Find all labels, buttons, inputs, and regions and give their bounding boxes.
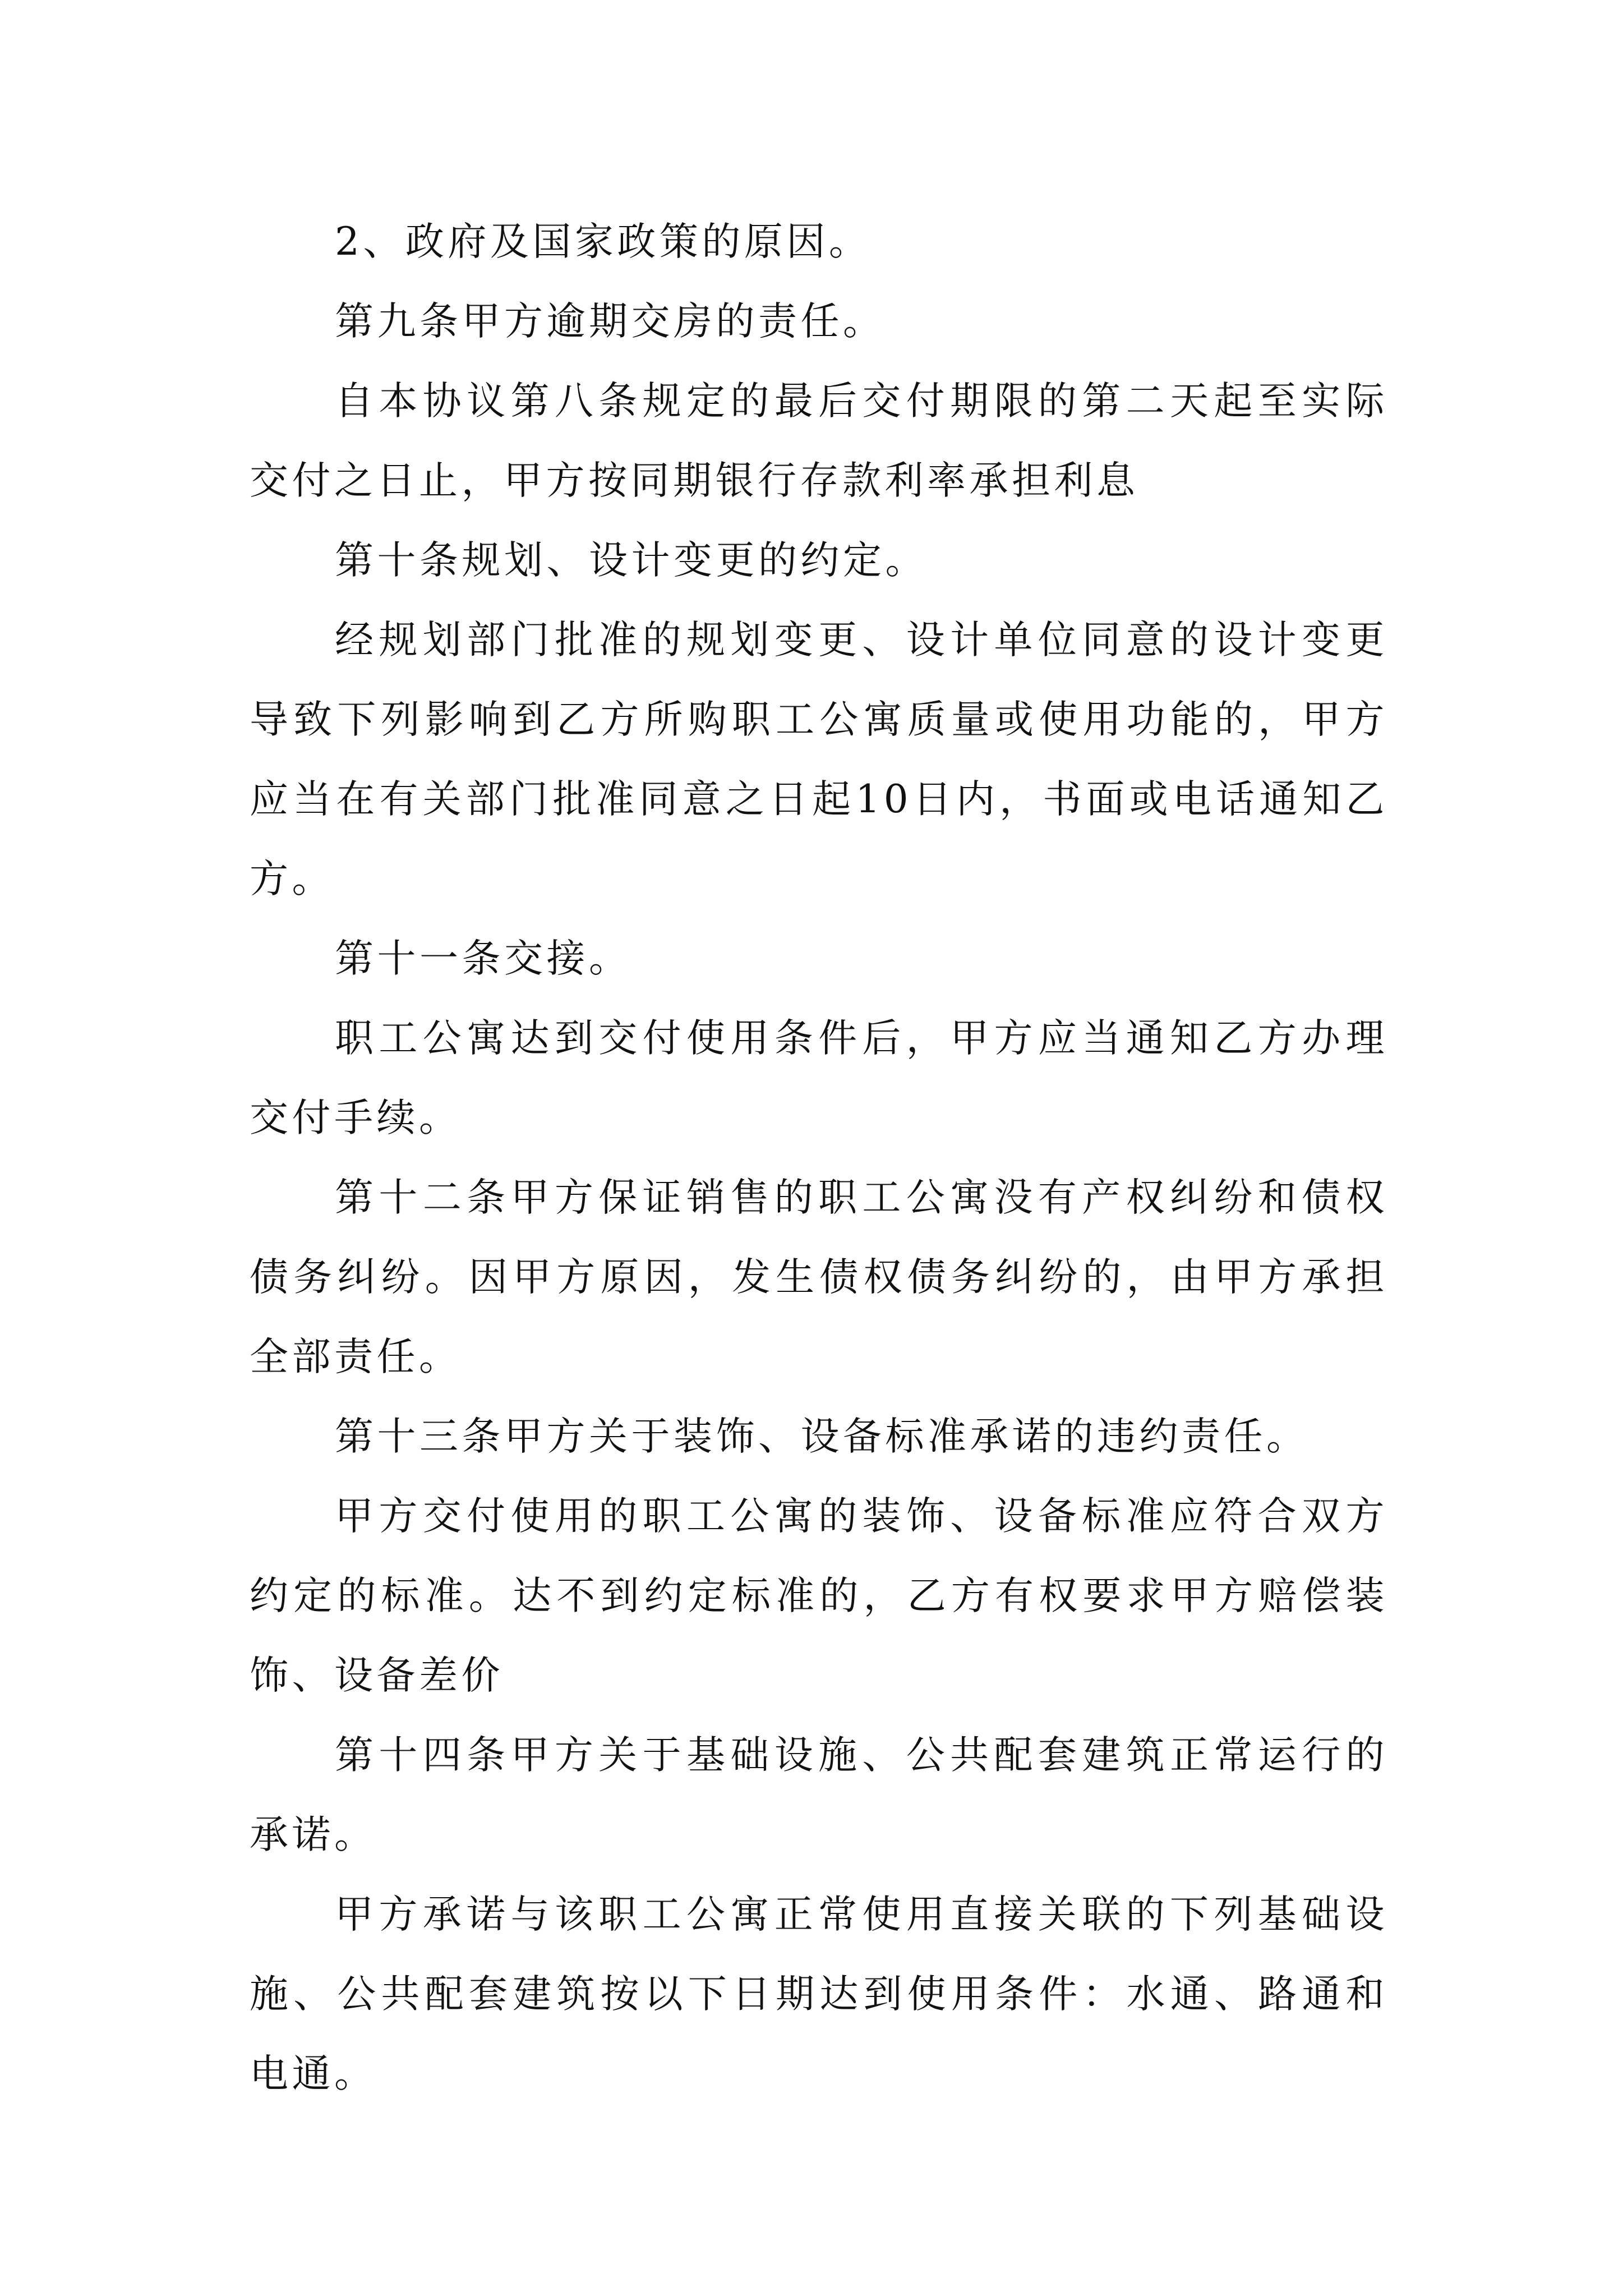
paragraph: 自本协议第八条规定的最后交付期限的第二天起至实际交付之日止，甲方按同期银行存款利率承担利息 xyxy=(250,379,1388,503)
paragraph: 职工公寓达到交付使用条件后，甲方应当通知乙方办理交付手续。 xyxy=(250,1016,1388,1140)
paragraph: 第十二条甲方保证销售的职工公寓没有产权纠纷和债权债务纠纷。因甲方原因，发生债权债务纠纷的，由甲方承担全部责任。 xyxy=(250,1175,1388,1379)
article-heading: 第九条甲方逾期交房的责任。 xyxy=(335,299,886,344)
article-heading: 第十一条交接。 xyxy=(335,936,631,981)
paragraph: 甲方承诺与该职工公寓正常使用直接关联的下列基础设施、公共配套建筑按以下日期达到使用条件：水通、路通和电通。 xyxy=(250,1892,1388,2096)
paragraph: 2、政府及国家政策的原因。 xyxy=(335,219,872,264)
article-heading: 第十条规划、设计变更的约定。 xyxy=(335,538,928,583)
document-page xyxy=(250,202,1388,2114)
article-heading: 第十四条甲方关于基础设施、公共配套建筑正常运行的承诺。 xyxy=(250,1733,1388,1857)
article-heading: 第十三条甲方关于装饰、设备标准承诺的违约责任。 xyxy=(335,1414,1309,1459)
paragraph: 经规划部门批准的规划变更、设计单位同意的设计变更导致下列影响到乙方所购职工公寓质量或使用功能的，甲方应当在有关部门批准同意之日起10日内，书面或电话通知乙方。 xyxy=(250,618,1388,901)
paragraph: 甲方交付使用的职工公寓的装饰、设备标准应符合双方约定的标准。达不到约定标准的，乙方有权要求甲方赔偿装饰、设备差价 xyxy=(250,1494,1388,1698)
